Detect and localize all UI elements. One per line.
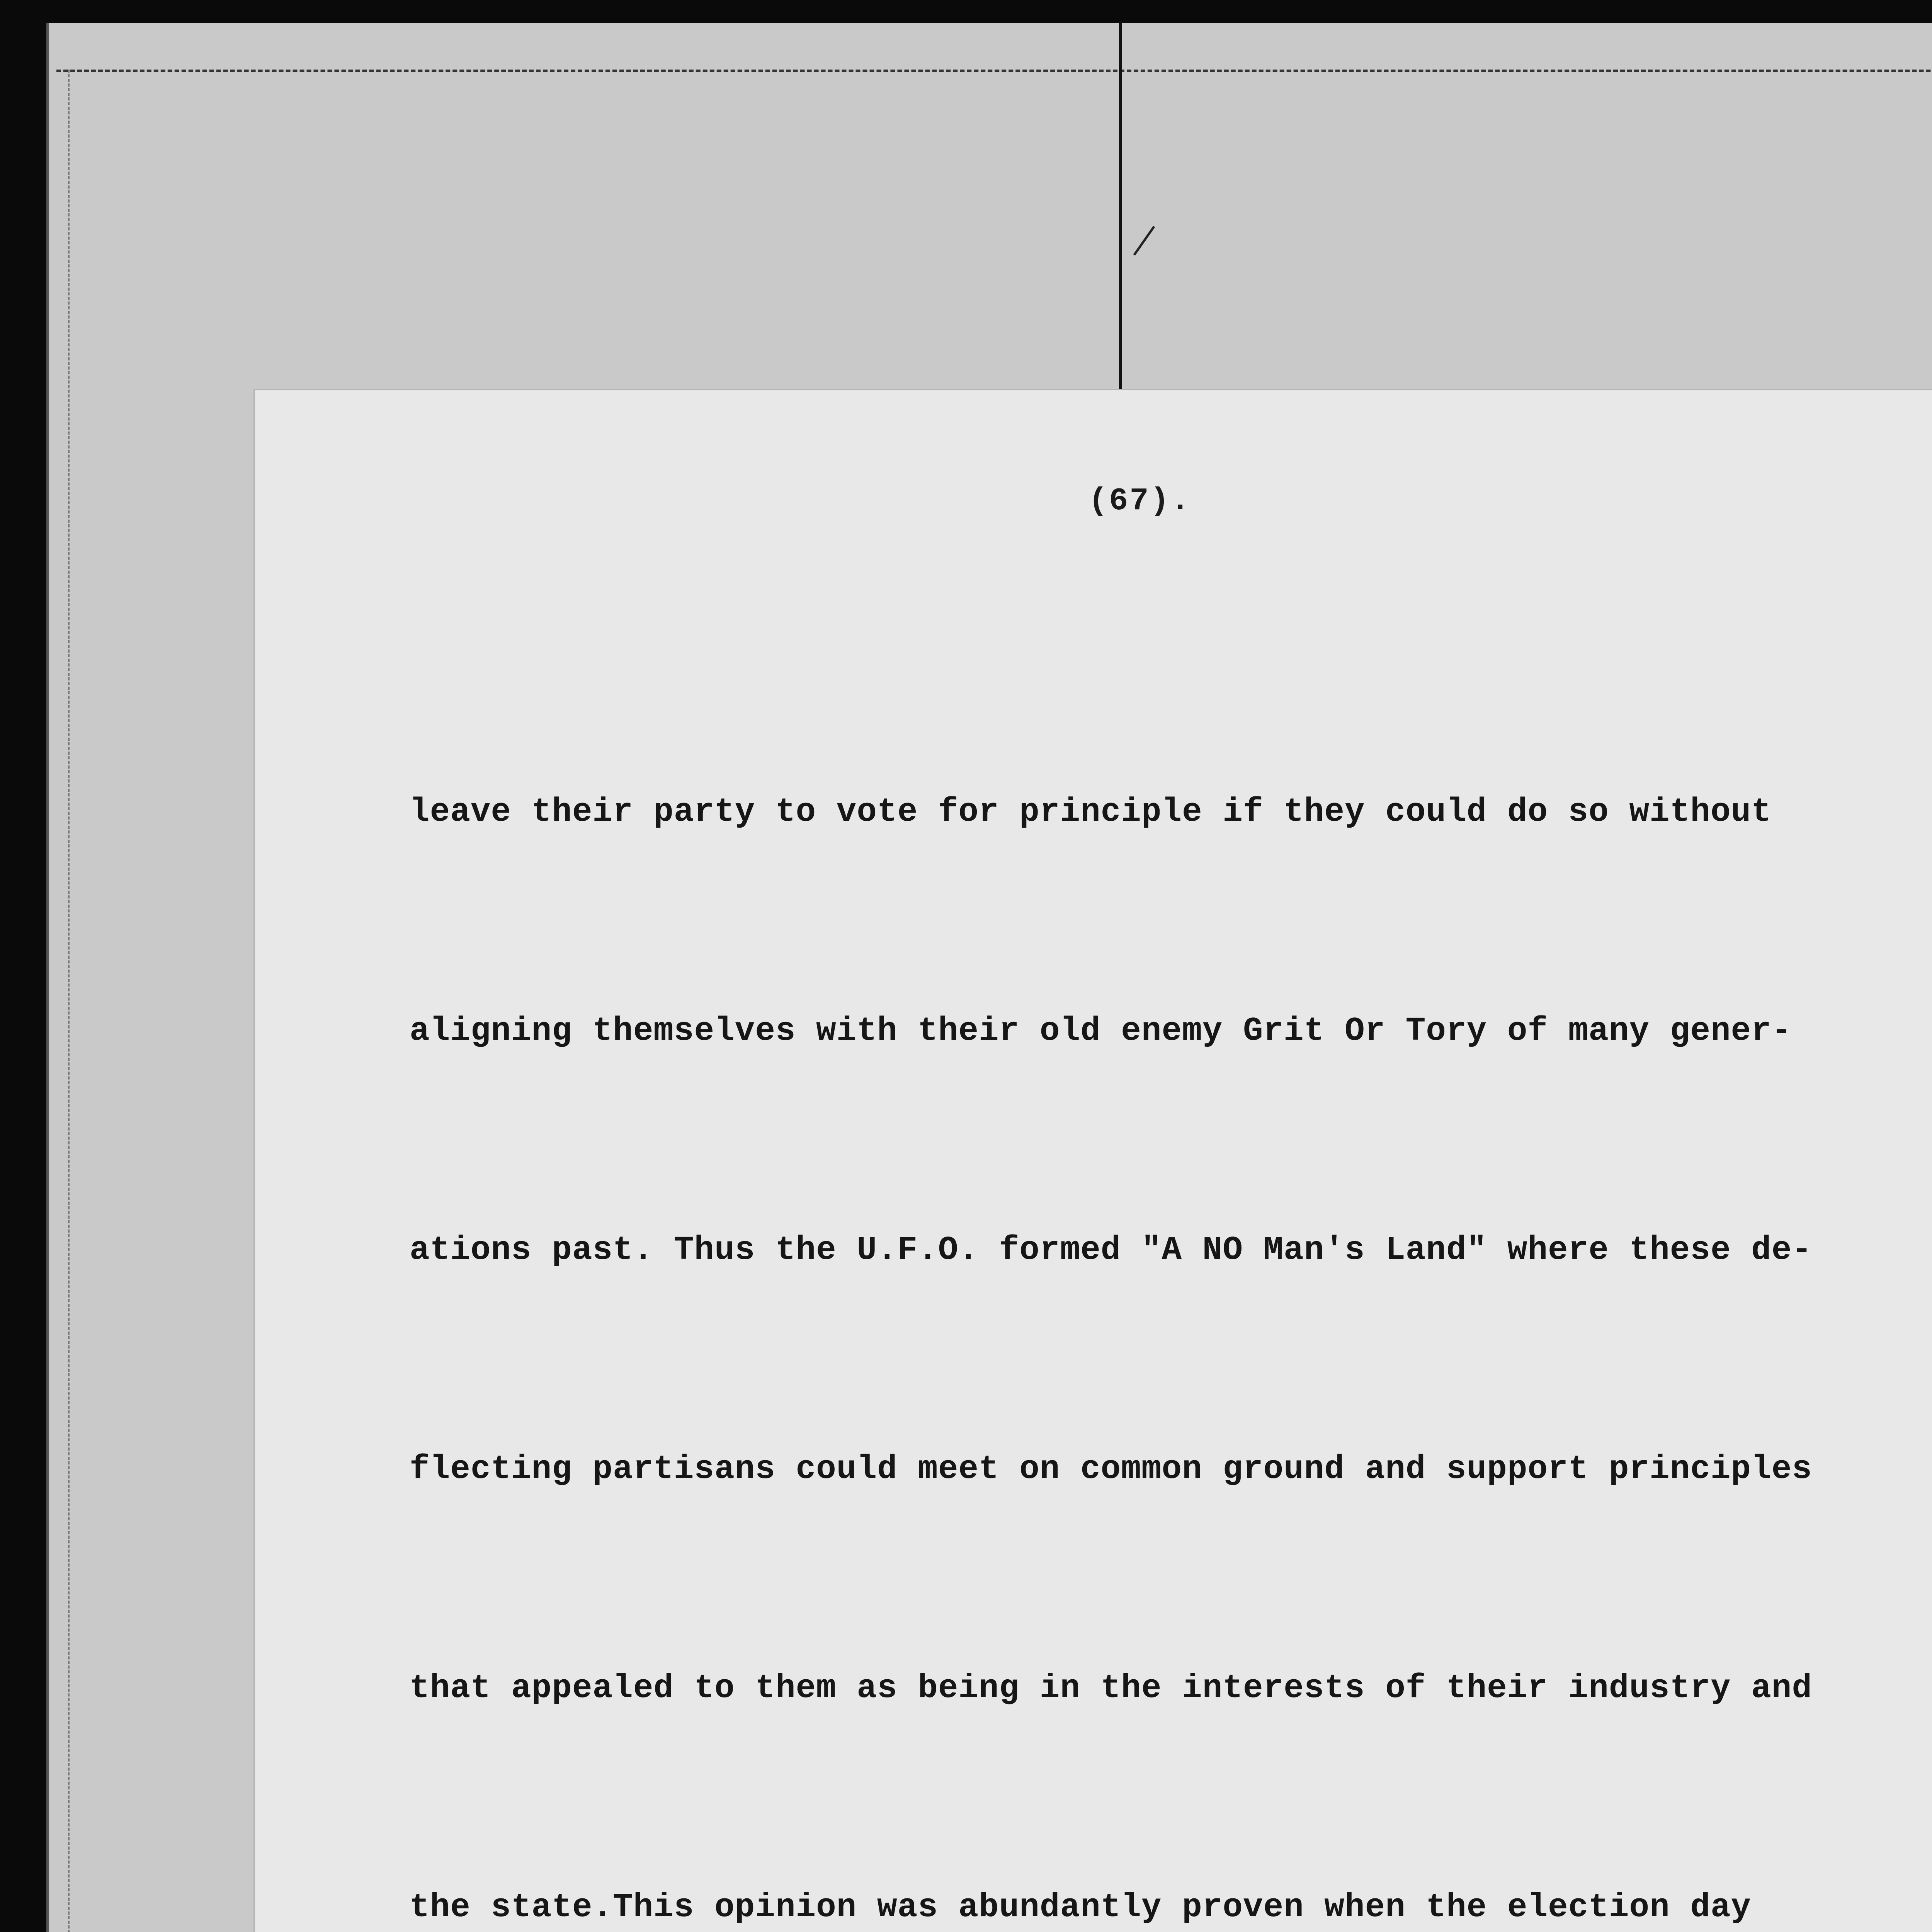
text-line: flecting partisans could meet on common ground and support principles: [410, 1450, 1812, 1488]
text-line: the state.This opinion was abundantly proven when the election day: [410, 1888, 1752, 1926]
frame-left-dashed-line: [68, 70, 70, 1932]
text-line: ations past. Thus the U.F.O. formed "A NO Man's Land" where these de-: [410, 1231, 1812, 1269]
text-line: leave their party to vote for principle if they could do so without: [410, 793, 1772, 831]
text-line: aligning themselves with their old enemy Grit Or Tory of many gener-: [410, 1012, 1792, 1050]
pencil-mark: [1133, 226, 1155, 255]
typed-page: [255, 390, 1932, 1932]
typed-text-body: [410, 556, 1932, 1932]
text-line: that appealed to them as being in the interests of their industry and: [410, 1669, 1812, 1707]
page-number: (67).: [1088, 483, 1192, 519]
